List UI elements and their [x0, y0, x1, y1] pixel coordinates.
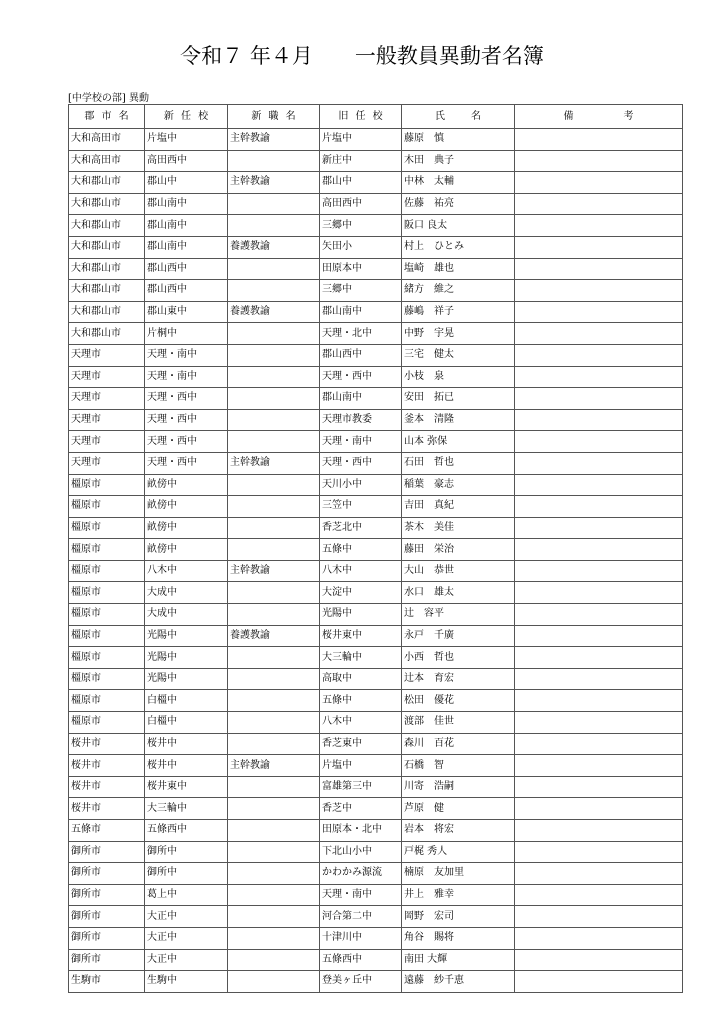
cell-old-school: 天川小中: [320, 474, 402, 496]
cell-new-school: 御所中: [145, 841, 228, 863]
cell-name: 森川 百花: [402, 733, 515, 755]
cell-remarks: [515, 712, 683, 734]
cell-old-school: 三笠中: [320, 496, 402, 518]
cell-remarks: [515, 236, 683, 258]
cell-name: 小枝 泉: [402, 366, 515, 388]
cell-old-school: かわかみ源流: [320, 863, 402, 885]
cell-new-school: 大成中: [145, 604, 228, 626]
cell-remarks: [515, 539, 683, 561]
cell-new-school: 天理・南中: [145, 344, 228, 366]
cell-new-school: 畝傍中: [145, 496, 228, 518]
cell-new-position: [228, 496, 320, 518]
cell-remarks: [515, 647, 683, 669]
cell-new-position: [228, 820, 320, 842]
cell-name: 辻 容平: [402, 604, 515, 626]
cell-old-school: 田原本・北中: [320, 820, 402, 842]
cell-new-school: 御所中: [145, 863, 228, 885]
cell-new-school: 白橿中: [145, 690, 228, 712]
cell-new-position: [228, 798, 320, 820]
table-row: [69, 712, 683, 734]
table-header-row: [69, 105, 683, 129]
table-row: [69, 690, 683, 712]
cell-old-school: 矢田小: [320, 236, 402, 258]
cell-new-school: 大正中: [145, 949, 228, 971]
cell-remarks: [515, 884, 683, 906]
cell-old-school: 高田西中: [320, 193, 402, 215]
cell-name: 渡部 佳世: [402, 712, 515, 734]
cell-old-school: 天理・西中: [320, 452, 402, 474]
cell-new-position: [228, 193, 320, 215]
cell-city: 大和郡山市: [69, 215, 145, 237]
cell-remarks: [515, 755, 683, 777]
cell-new-position: [228, 927, 320, 949]
cell-new-school: 葛上中: [145, 884, 228, 906]
cell-remarks: [515, 820, 683, 842]
cell-new-position: [228, 884, 320, 906]
cell-city: 大和郡山市: [69, 323, 145, 345]
cell-city: 生駒市: [69, 971, 145, 993]
table-row: [69, 496, 683, 518]
table-row: [69, 344, 683, 366]
cell-city: 御所市: [69, 841, 145, 863]
cell-old-school: 天理・南中: [320, 431, 402, 453]
cell-new-position: [228, 517, 320, 539]
cell-name: 阪口 良太: [402, 215, 515, 237]
cell-name: 石田 哲也: [402, 452, 515, 474]
cell-new-position: [228, 323, 320, 345]
cell-new-school: 片桐中: [145, 323, 228, 345]
cell-city: 橿原市: [69, 474, 145, 496]
cell-old-school: 光陽中: [320, 604, 402, 626]
cell-name: 南田 大輝: [402, 949, 515, 971]
cell-new-school: 郡山西中: [145, 258, 228, 280]
table-row: [69, 172, 683, 194]
cell-new-position: 主幹教諭: [228, 755, 320, 777]
cell-old-school: 新庄中: [320, 150, 402, 172]
cell-remarks: [515, 906, 683, 928]
cell-new-position: 養護教諭: [228, 625, 320, 647]
cell-old-school: 八木中: [320, 712, 402, 734]
table-row: [69, 798, 683, 820]
cell-old-school: 桜井東中: [320, 625, 402, 647]
cell-new-school: 片塩中: [145, 129, 228, 151]
header-new-position: 新 職 名: [228, 105, 320, 129]
table-body: [69, 129, 683, 993]
table-row: [69, 560, 683, 582]
table-row: [69, 949, 683, 971]
table-row: [69, 906, 683, 928]
cell-city: 橿原市: [69, 625, 145, 647]
cell-name: 水口 雄太: [402, 582, 515, 604]
cell-new-position: [228, 690, 320, 712]
cell-name: 塩崎 雄也: [402, 258, 515, 280]
cell-remarks: [515, 409, 683, 431]
cell-city: 御所市: [69, 884, 145, 906]
table-row: [69, 215, 683, 237]
cell-remarks: [515, 323, 683, 345]
cell-new-position: [228, 906, 320, 928]
cell-new-school: 畝傍中: [145, 474, 228, 496]
cell-new-school: 桜井東中: [145, 776, 228, 798]
cell-name: 茶木 美佳: [402, 517, 515, 539]
cell-old-school: 下北山小中: [320, 841, 402, 863]
cell-remarks: [515, 344, 683, 366]
cell-name: 安田 拓已: [402, 388, 515, 410]
cell-remarks: [515, 625, 683, 647]
cell-city: 天理市: [69, 388, 145, 410]
cell-new-position: [228, 841, 320, 863]
cell-new-position: [228, 215, 320, 237]
cell-new-school: 五條西中: [145, 820, 228, 842]
cell-new-school: 高田西中: [145, 150, 228, 172]
cell-city: 大和郡山市: [69, 301, 145, 323]
table-row: [69, 668, 683, 690]
cell-city: 天理市: [69, 366, 145, 388]
cell-remarks: [515, 927, 683, 949]
cell-city: 橿原市: [69, 690, 145, 712]
cell-new-position: [228, 949, 320, 971]
table-row: [69, 517, 683, 539]
cell-city: 橿原市: [69, 668, 145, 690]
cell-name: 中野 宇晃: [402, 323, 515, 345]
cell-new-position: [228, 582, 320, 604]
cell-name: 角谷 賜将: [402, 927, 515, 949]
cell-city: 橿原市: [69, 539, 145, 561]
cell-name: 中林 太輔: [402, 172, 515, 194]
cell-remarks: [515, 496, 683, 518]
cell-remarks: [515, 604, 683, 626]
cell-old-school: 郡山西中: [320, 344, 402, 366]
cell-new-position: [228, 647, 320, 669]
cell-name: 石橋 智: [402, 755, 515, 777]
cell-new-school: 桜井中: [145, 733, 228, 755]
cell-new-position: [228, 539, 320, 561]
cell-name: 井上 雅幸: [402, 884, 515, 906]
cell-city: 五條市: [69, 820, 145, 842]
cell-old-school: 富雄第三中: [320, 776, 402, 798]
table-row: [69, 841, 683, 863]
cell-new-position: [228, 280, 320, 302]
cell-remarks: [515, 863, 683, 885]
cell-old-school: 三郷中: [320, 215, 402, 237]
cell-name: 藤田 栄治: [402, 539, 515, 561]
table-row: [69, 755, 683, 777]
cell-name: 川寄 浩嗣: [402, 776, 515, 798]
cell-old-school: 郡山南中: [320, 301, 402, 323]
cell-remarks: [515, 301, 683, 323]
cell-old-school: 田原本中: [320, 258, 402, 280]
cell-city: 桜井市: [69, 798, 145, 820]
cell-city: 天理市: [69, 431, 145, 453]
cell-remarks: [515, 971, 683, 993]
cell-old-school: 香芝中: [320, 798, 402, 820]
cell-city: 御所市: [69, 863, 145, 885]
cell-remarks: [515, 517, 683, 539]
table-row: [69, 927, 683, 949]
cell-old-school: 三郷中: [320, 280, 402, 302]
cell-remarks: [515, 431, 683, 453]
cell-new-school: 天理・西中: [145, 431, 228, 453]
table-row: [69, 647, 683, 669]
cell-new-position: [228, 863, 320, 885]
cell-old-school: 登美ヶ丘中: [320, 971, 402, 993]
cell-remarks: [515, 150, 683, 172]
cell-name: 木田 典子: [402, 150, 515, 172]
cell-city: 天理市: [69, 344, 145, 366]
cell-city: 大和高田市: [69, 150, 145, 172]
cell-new-position: 主幹教諭: [228, 560, 320, 582]
table-row: [69, 388, 683, 410]
header-old-school: 旧 任 校: [320, 105, 402, 129]
cell-old-school: 片塩中: [320, 129, 402, 151]
cell-old-school: 郡山中: [320, 172, 402, 194]
cell-remarks: [515, 366, 683, 388]
cell-city: 大和郡山市: [69, 193, 145, 215]
cell-city: 桜井市: [69, 733, 145, 755]
cell-name: 遠藤 紗千恵: [402, 971, 515, 993]
cell-new-school: 光陽中: [145, 647, 228, 669]
cell-name: 小西 哲也: [402, 647, 515, 669]
cell-old-school: 天理市教委: [320, 409, 402, 431]
cell-remarks: [515, 215, 683, 237]
table-row: [69, 366, 683, 388]
cell-name: 藤嶋 祥子: [402, 301, 515, 323]
cell-name: 岡野 宏司: [402, 906, 515, 928]
cell-remarks: [515, 949, 683, 971]
table-row: [69, 193, 683, 215]
cell-new-school: 八木中: [145, 560, 228, 582]
table-row: [69, 474, 683, 496]
cell-new-position: 主幹教諭: [228, 452, 320, 474]
table-row: [69, 129, 683, 151]
cell-new-school: 光陽中: [145, 625, 228, 647]
cell-city: 御所市: [69, 906, 145, 928]
table-row: [69, 280, 683, 302]
cell-name: 戸梶 秀人: [402, 841, 515, 863]
cell-new-school: 天理・西中: [145, 388, 228, 410]
cell-new-position: [228, 344, 320, 366]
cell-name: 緒方 維之: [402, 280, 515, 302]
cell-old-school: 天理・西中: [320, 366, 402, 388]
cell-name: 稲葉 豪志: [402, 474, 515, 496]
cell-city: 天理市: [69, 409, 145, 431]
cell-old-school: 大淀中: [320, 582, 402, 604]
cell-new-school: 郡山中: [145, 172, 228, 194]
cell-remarks: [515, 733, 683, 755]
cell-old-school: 天理・北中: [320, 323, 402, 345]
cell-new-position: [228, 150, 320, 172]
cell-city: 橿原市: [69, 604, 145, 626]
table-row: [69, 323, 683, 345]
cell-name: 三宅 健太: [402, 344, 515, 366]
cell-new-school: 大成中: [145, 582, 228, 604]
cell-remarks: [515, 258, 683, 280]
cell-new-position: [228, 388, 320, 410]
table-row: [69, 971, 683, 993]
cell-name: 岩本 将宏: [402, 820, 515, 842]
table-row: [69, 884, 683, 906]
cell-name: 芦原 健: [402, 798, 515, 820]
cell-city: 橿原市: [69, 582, 145, 604]
table-row: [69, 733, 683, 755]
cell-new-school: 天理・南中: [145, 366, 228, 388]
cell-new-school: 郡山南中: [145, 236, 228, 258]
cell-name: 村上 ひとみ: [402, 236, 515, 258]
table-row: [69, 258, 683, 280]
cell-new-position: [228, 366, 320, 388]
cell-old-school: 河合第二中: [320, 906, 402, 928]
header-remarks: 備 考: [515, 105, 683, 129]
table-row: [69, 582, 683, 604]
table-row: [69, 431, 683, 453]
cell-new-school: 畝傍中: [145, 539, 228, 561]
cell-new-school: 大正中: [145, 927, 228, 949]
cell-city: 橿原市: [69, 647, 145, 669]
cell-remarks: [515, 280, 683, 302]
cell-new-school: 天理・西中: [145, 452, 228, 474]
cell-old-school: 片塩中: [320, 755, 402, 777]
cell-name: 藤原 慎: [402, 129, 515, 151]
page-title: 令和７ 年４月 一般教員異動者名簿: [180, 44, 544, 68]
header-name: 氏 名: [402, 105, 515, 129]
table-row: [69, 409, 683, 431]
cell-new-position: 主幹教諭: [228, 129, 320, 151]
cell-new-position: [228, 431, 320, 453]
cell-city: 桜井市: [69, 755, 145, 777]
cell-new-position: [228, 971, 320, 993]
cell-city: 橿原市: [69, 517, 145, 539]
cell-remarks: [515, 776, 683, 798]
table-row: [69, 539, 683, 561]
header-city: 郡 市 名: [69, 105, 145, 129]
cell-city: 橿原市: [69, 560, 145, 582]
cell-city: 大和郡山市: [69, 172, 145, 194]
cell-new-school: 郡山南中: [145, 215, 228, 237]
cell-new-school: 郡山東中: [145, 301, 228, 323]
cell-new-school: 白橿中: [145, 712, 228, 734]
cell-new-position: [228, 604, 320, 626]
cell-new-position: [228, 712, 320, 734]
cell-city: 桜井市: [69, 776, 145, 798]
cell-remarks: [515, 388, 683, 410]
cell-city: 天理市: [69, 452, 145, 474]
cell-name: 辻本 育宏: [402, 668, 515, 690]
cell-remarks: [515, 129, 683, 151]
cell-new-school: 天理・西中: [145, 409, 228, 431]
table-row: [69, 820, 683, 842]
table-row: [69, 625, 683, 647]
cell-name: 楠原 友加里: [402, 863, 515, 885]
cell-remarks: [515, 193, 683, 215]
cell-new-position: [228, 776, 320, 798]
cell-remarks: [515, 560, 683, 582]
cell-old-school: 十津川中: [320, 927, 402, 949]
cell-remarks: [515, 668, 683, 690]
cell-new-school: 畝傍中: [145, 517, 228, 539]
cell-name: 吉田 真紀: [402, 496, 515, 518]
cell-new-position: 養護教諭: [228, 301, 320, 323]
table-row: [69, 776, 683, 798]
cell-old-school: 五條中: [320, 690, 402, 712]
cell-remarks: [515, 172, 683, 194]
cell-old-school: 香芝東中: [320, 733, 402, 755]
cell-city: 大和郡山市: [69, 258, 145, 280]
cell-remarks: [515, 474, 683, 496]
cell-remarks: [515, 582, 683, 604]
table-row: [69, 236, 683, 258]
cell-old-school: 高取中: [320, 668, 402, 690]
cell-old-school: 香芝北中: [320, 517, 402, 539]
cell-remarks: [515, 690, 683, 712]
cell-name: 永戸 千廣: [402, 625, 515, 647]
cell-remarks: [515, 841, 683, 863]
cell-old-school: 八木中: [320, 560, 402, 582]
cell-remarks: [515, 452, 683, 474]
cell-city: 大和高田市: [69, 129, 145, 151]
cell-new-school: 郡山南中: [145, 193, 228, 215]
cell-city: 大和郡山市: [69, 236, 145, 258]
cell-new-school: 桜井中: [145, 755, 228, 777]
header-new-school: 新 任 校: [145, 105, 228, 129]
cell-city: 大和郡山市: [69, 280, 145, 302]
cell-new-position: 養護教諭: [228, 236, 320, 258]
table-row: [69, 452, 683, 474]
cell-name: 釜本 清隆: [402, 409, 515, 431]
transfer-table: [68, 104, 683, 993]
cell-new-school: 生駒中: [145, 971, 228, 993]
cell-old-school: 大三輪中: [320, 647, 402, 669]
cell-name: 松田 優花: [402, 690, 515, 712]
cell-city: 御所市: [69, 927, 145, 949]
cell-old-school: 郡山南中: [320, 388, 402, 410]
cell-new-position: [228, 409, 320, 431]
cell-name: 大山 恭世: [402, 560, 515, 582]
table-row: [69, 150, 683, 172]
cell-new-school: 郡山西中: [145, 280, 228, 302]
cell-old-school: 五條中: [320, 539, 402, 561]
table-row: [69, 604, 683, 626]
table-row: [69, 301, 683, 323]
cell-city: 橿原市: [69, 496, 145, 518]
cell-new-position: [228, 258, 320, 280]
cell-new-position: [228, 474, 320, 496]
cell-name: 佐藤 祐亮: [402, 193, 515, 215]
cell-old-school: 天理・南中: [320, 884, 402, 906]
cell-new-school: 大三輪中: [145, 798, 228, 820]
section-label: [中学校の部] 異動: [68, 93, 149, 104]
cell-new-position: [228, 733, 320, 755]
cell-new-school: 光陽中: [145, 668, 228, 690]
cell-city: 橿原市: [69, 712, 145, 734]
cell-remarks: [515, 798, 683, 820]
table-row: [69, 863, 683, 885]
cell-name: 山本 弥保: [402, 431, 515, 453]
cell-new-position: 主幹教諭: [228, 172, 320, 194]
cell-old-school: 五條西中: [320, 949, 402, 971]
cell-city: 御所市: [69, 949, 145, 971]
cell-new-school: 大正中: [145, 906, 228, 928]
cell-new-position: [228, 668, 320, 690]
